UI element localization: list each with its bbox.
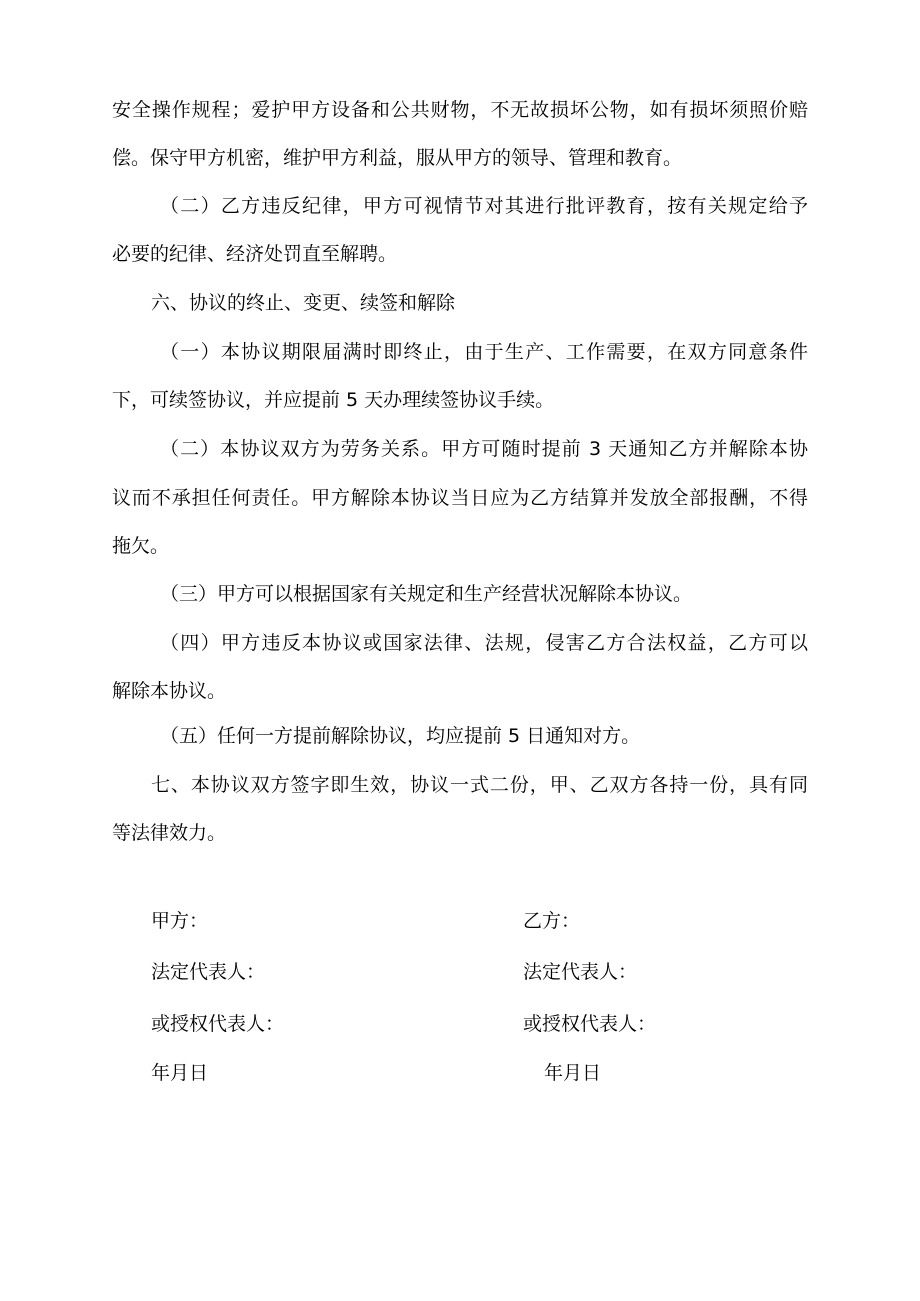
party-b-date-label: 年月日 [544,1062,602,1084]
clause-6-3: （三）甲方可以根据国家有关规定和生产经营状况解除本协议。 [160,583,693,605]
party-b-legal-rep-label: 法定代表人： [523,961,638,983]
party-a-date-label: 年月日 [151,1062,209,1084]
clause-5-2-line-2: 必要的纪律、经济处罚直至解聘。 [112,243,398,265]
clause-5-2-line-1: （二）乙方违反纪律，甲方可视情节对其进行批评教育，按有关规定给予 [160,195,808,217]
clause-6-5: （五）任何一方提前解除协议，均应提前 5 日通知对方。 [160,725,641,747]
clause-6-4-line-2: 解除本协议。 [112,680,227,702]
clause-5-line-2: 偿。保守甲方机密，维护甲方利益，服从甲方的领导、管理和教育。 [112,147,683,169]
clause-6-4-line-1: （四）甲方违反本协议或国家法律、法规，侵害乙方合法权益，乙方可以 [160,632,808,654]
party-a-authorized-rep-label: 或授权代表人： [151,1013,285,1035]
clause-6-1-line-2: 下，可续签协议，并应提前 5 天办理续签协议手续。 [112,389,555,411]
clause-6-1-line-1: （一）本协议期限届满时即终止，由于生产、工作需要，在双方同意条件 [160,341,808,363]
section-7-line-2: 等法律效力。 [112,822,227,844]
clause-5-line-1: 安全操作规程；爱护甲方设备和公共财物，不无故损坏公物，如有损坏须照价赔 [112,99,808,121]
party-a-label: 甲方： [151,910,209,932]
party-b-authorized-rep-label: 或授权代表人： [523,1013,657,1035]
section-7-line-1: 七、本协议双方签字即生效，协议一式二份，甲、乙双方各持一份，具有同 [151,774,808,796]
clause-6-2-line-3: 拖欠。 [112,535,170,557]
party-b-label: 乙方： [523,910,581,932]
party-a-legal-rep-label: 法定代表人： [151,961,266,983]
clause-6-2-line-2: 议而不承担任何责任。甲方解除本协议当日应为乙方结算并发放全部报酬，不得 [112,487,808,509]
clause-6-2-line-1: （二）本协议双方为劳务关系。甲方可随时提前 3 天通知乙方并解除本协 [160,438,808,460]
section-6-heading: 六、协议的终止、变更、续签和解除 [151,292,456,314]
